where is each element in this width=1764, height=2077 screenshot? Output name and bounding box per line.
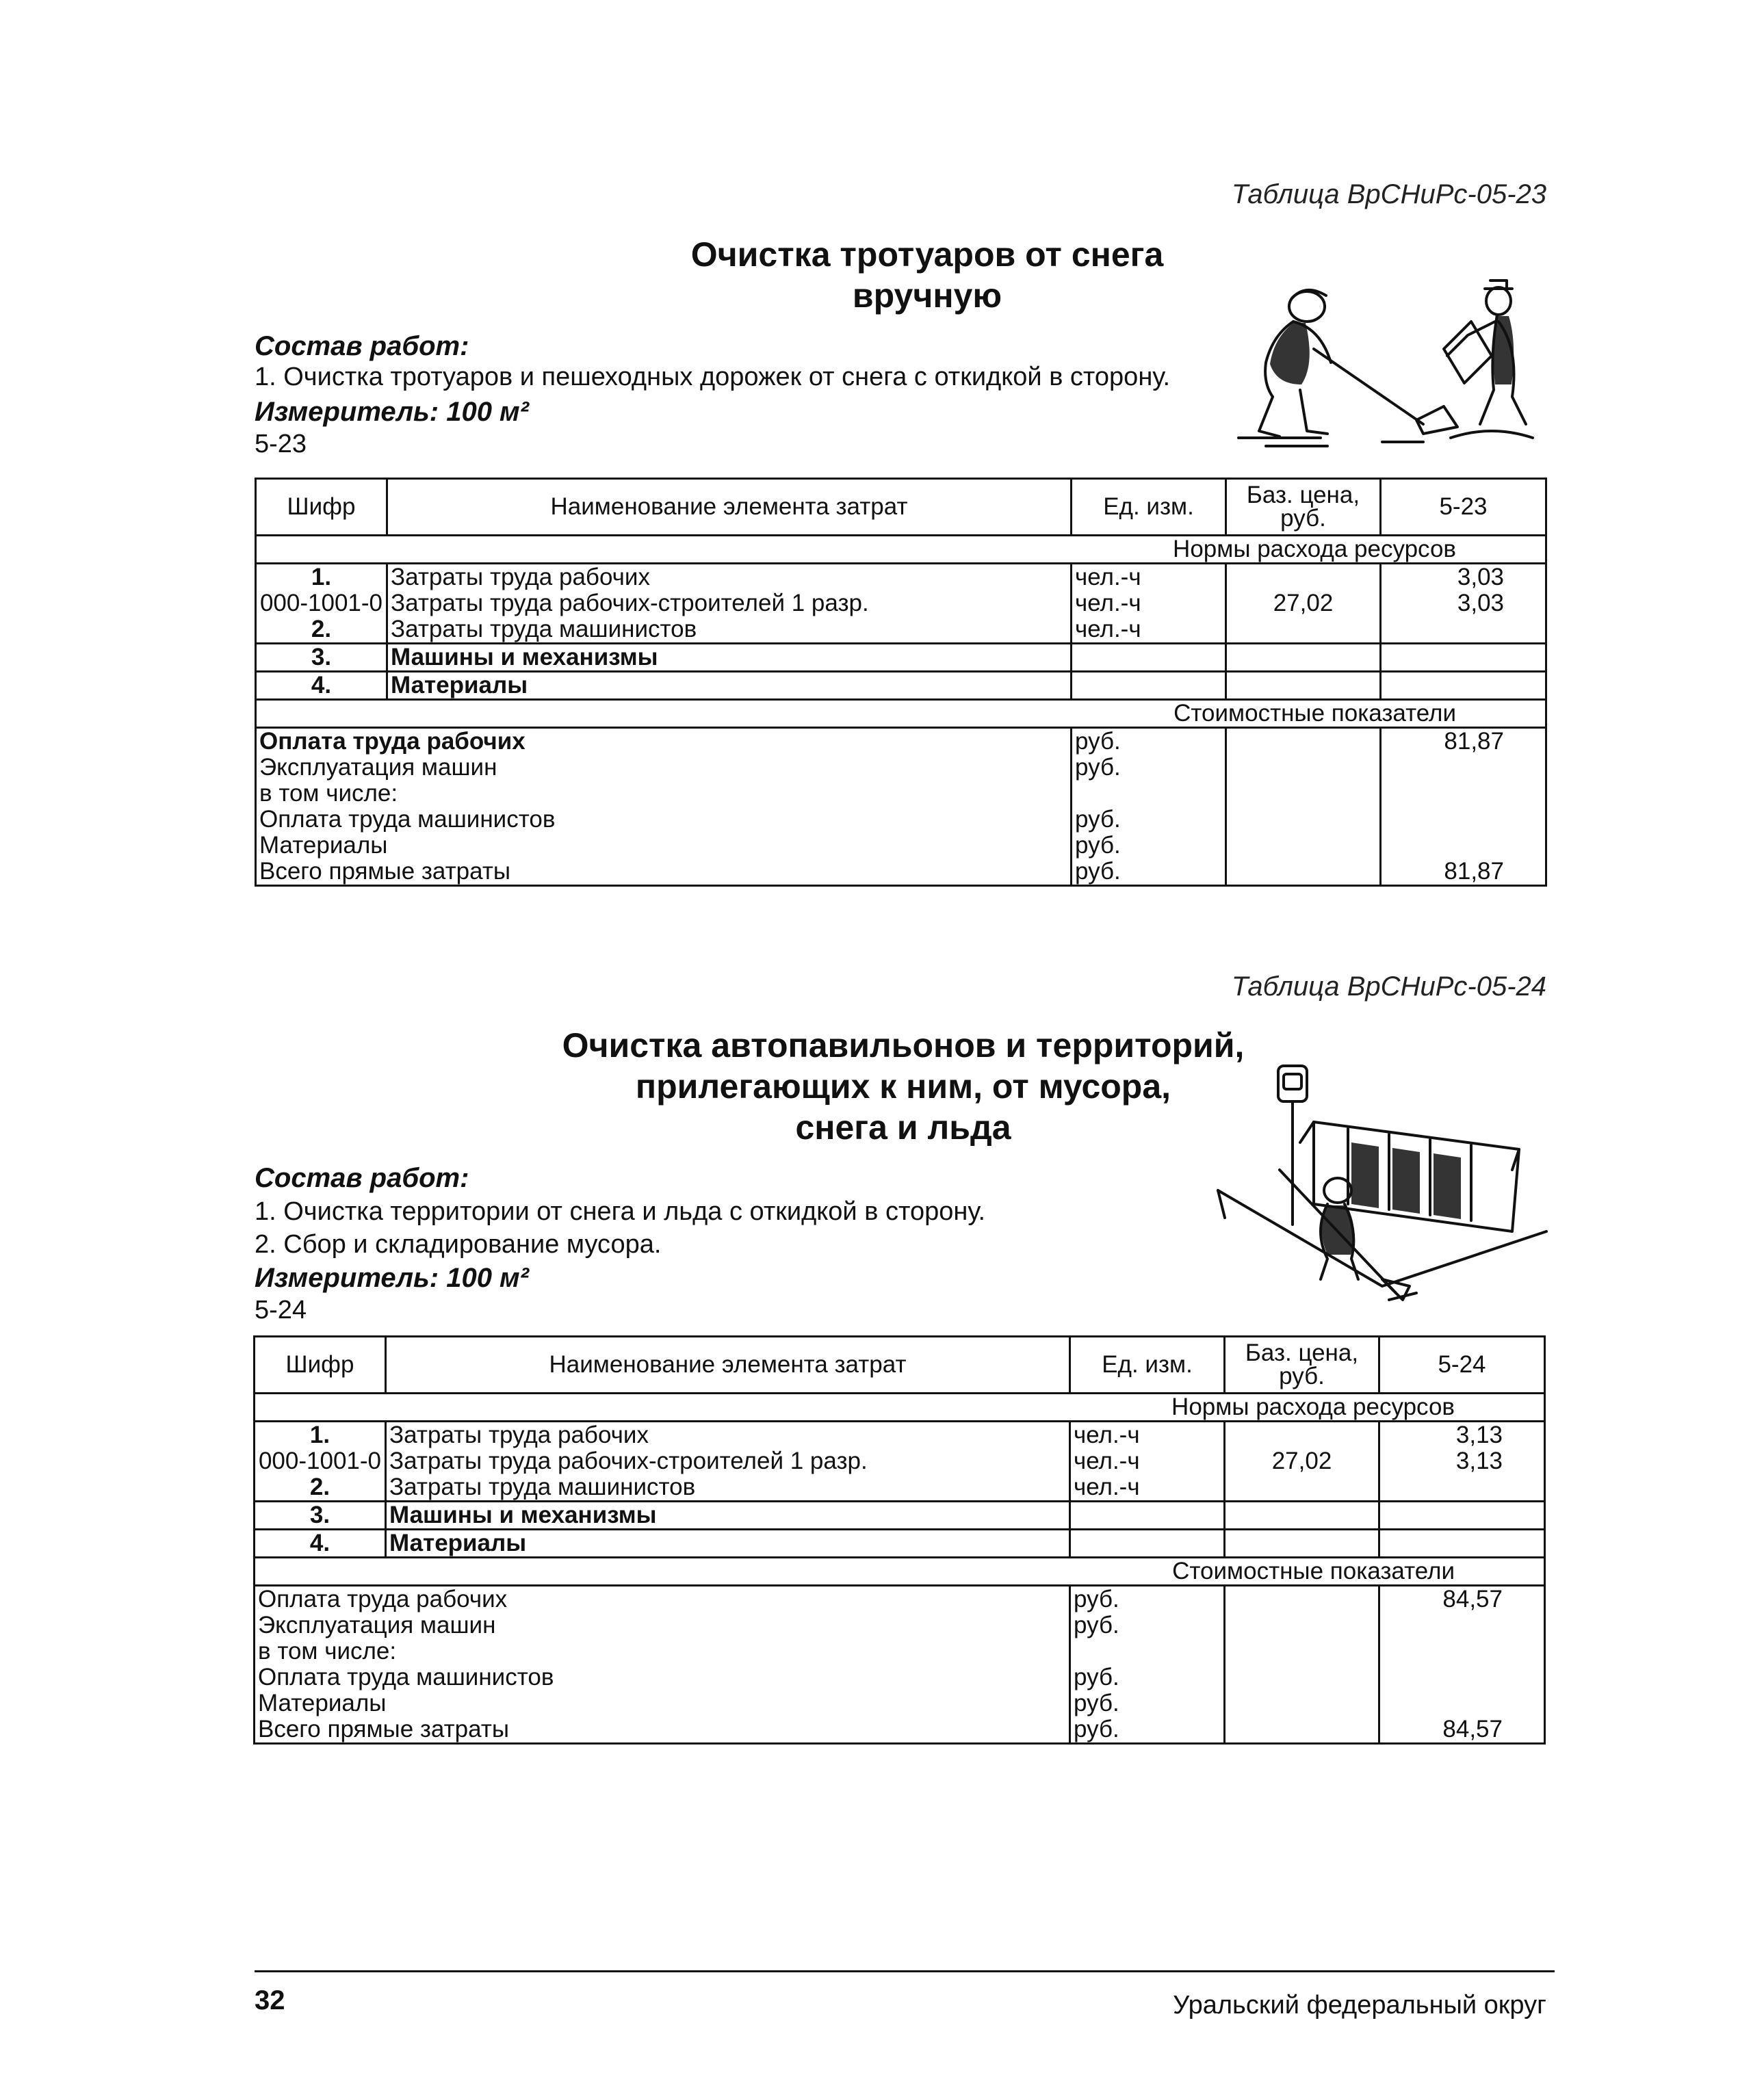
cost-unit: руб. (1070, 1586, 1225, 1613)
cost-row (256, 755, 1546, 781)
cost-price (1226, 728, 1381, 755)
row-unit (1070, 1502, 1225, 1530)
table-row (255, 1422, 1545, 1449)
composition-item: 1. Очистка территории от снега и льда с откидкой в сторону. (255, 1197, 986, 1226)
header-code: 5-23 (1381, 479, 1546, 536)
row-price: 27,02 (1226, 590, 1381, 616)
cost-price (1226, 859, 1381, 886)
row-unit: чел.-ч (1072, 590, 1226, 616)
cost-row (256, 859, 1546, 886)
cost-name: Материалы (255, 1690, 1070, 1716)
title-line: Очистка тротуаров от снега (690, 235, 1164, 274)
title-line: Очистка автопавильонов и территорий, (562, 1026, 1245, 1064)
cost-value (1379, 1690, 1545, 1716)
row-price (1226, 672, 1381, 700)
row-cipher: 3. (255, 1502, 386, 1530)
norms-title-row (256, 536, 1546, 564)
cost-name: Материалы (256, 833, 1072, 859)
row-name: Затраты труда рабочих (387, 564, 1072, 591)
row-unit: чел.-ч (1070, 1422, 1225, 1449)
cost-value (1379, 1664, 1545, 1690)
code-label: 5-24 (255, 1296, 307, 1324)
cost-value: 84,57 (1379, 1716, 1545, 1744)
row-name: Затраты труда машинистов (386, 1474, 1070, 1502)
title-line: вручную (852, 276, 1002, 315)
row-value (1381, 644, 1546, 672)
header-unit: Ед. изм. (1070, 1337, 1225, 1394)
row-unit: чел.-ч (1070, 1474, 1225, 1502)
measure-label: Измеритель: 100 м² (255, 397, 529, 427)
cost-price (1226, 781, 1381, 807)
cost-title: Стоимостные показатели (256, 700, 1546, 728)
row-unit (1070, 1530, 1225, 1558)
table-id: Таблица ВрСНиРс-05-23 (1231, 179, 1546, 209)
row-cipher: 000-1001-0 (256, 590, 387, 616)
row-value (1379, 1530, 1545, 1558)
cost-name: Эксплуатация машин (256, 755, 1072, 781)
composition-item: 1. Очистка тротуаров и пешеходных дорожек от снега с откидкой в сторону. (255, 363, 1171, 391)
cost-name: Всего прямые затраты (255, 1716, 1070, 1744)
section-title (534, 1025, 1273, 1148)
row-unit: чел.-ч (1072, 564, 1226, 591)
header-price: Баз. цена, руб. (1226, 479, 1381, 536)
row-unit (1072, 644, 1226, 672)
cost-title: Стоимостные показатели (255, 1558, 1545, 1586)
cost-row (256, 781, 1546, 807)
header-cipher: Шифр (255, 1337, 386, 1394)
cost-value (1381, 807, 1546, 833)
composition-label: Состав работ: (255, 331, 469, 361)
cost-unit: руб. (1072, 807, 1226, 833)
cost-unit: руб. (1072, 755, 1226, 781)
header-name: Наименование элемента затрат (387, 479, 1072, 536)
cost-row (255, 1586, 1545, 1613)
cost-unit: руб. (1070, 1716, 1225, 1744)
cost-name: Оплата труда рабочих (256, 728, 1072, 755)
cost-price (1226, 807, 1381, 833)
row-price (1226, 616, 1381, 644)
cost-row (256, 728, 1546, 755)
norms-title: Нормы расхода ресурсов (255, 1394, 1545, 1422)
cost-row (255, 1638, 1545, 1664)
page-number: 32 (255, 1985, 285, 2015)
cost-unit (1070, 1638, 1225, 1664)
row-cipher: 1. (256, 564, 387, 591)
table-row (256, 672, 1546, 700)
table-row (255, 1448, 1545, 1474)
row-unit (1072, 672, 1226, 700)
table-row (256, 644, 1546, 672)
header-name: Наименование элемента затрат (386, 1337, 1070, 1394)
row-value: 3,13 (1379, 1422, 1545, 1449)
row-value (1379, 1474, 1545, 1502)
row-cipher: 3. (256, 644, 387, 672)
cost-unit: руб. (1072, 833, 1226, 859)
row-value (1381, 672, 1546, 700)
cost-unit: руб. (1072, 728, 1226, 755)
cost-value (1379, 1638, 1545, 1664)
cost-value (1379, 1612, 1545, 1638)
table-header-row (255, 1337, 1545, 1394)
cost-row (255, 1664, 1545, 1690)
header-unit: Ед. изм. (1072, 479, 1226, 536)
row-price (1225, 1422, 1379, 1449)
cost-price (1225, 1690, 1379, 1716)
cost-price (1225, 1716, 1379, 1744)
norms-title: Нормы расхода ресурсов (256, 536, 1546, 564)
table-row (256, 564, 1546, 591)
table-header-row (256, 479, 1546, 536)
row-name: Машины и механизмы (387, 644, 1072, 672)
cost-name: в том числе: (255, 1638, 1070, 1664)
cost-price (1226, 833, 1381, 859)
row-value: 3,03 (1381, 564, 1546, 591)
row-name: Затраты труда рабочих-строителей 1 разр. (387, 590, 1072, 616)
cost-unit: руб. (1070, 1690, 1225, 1716)
cost-value: 81,87 (1381, 728, 1546, 755)
cost-title-row (256, 700, 1546, 728)
cost-name: Эксплуатация машин (255, 1612, 1070, 1638)
row-price (1225, 1502, 1379, 1530)
cost-price (1225, 1612, 1379, 1638)
cost-unit (1072, 781, 1226, 807)
snow-shoveling-workers-icon (1225, 274, 1540, 452)
row-name: Материалы (386, 1530, 1070, 1558)
cost-title-row (255, 1558, 1545, 1586)
cost-unit: руб. (1072, 859, 1226, 886)
bus-stop-cleaning-icon (1211, 1054, 1553, 1320)
cost-row (256, 833, 1546, 859)
row-cipher: 4. (255, 1530, 386, 1558)
table-row (255, 1502, 1545, 1530)
row-price (1225, 1530, 1379, 1558)
table-row (256, 590, 1546, 616)
footer-district: Уральский федеральный округ (1173, 1991, 1546, 2020)
title-line: снега и льда (795, 1108, 1011, 1147)
code-label: 5-23 (255, 430, 307, 458)
cost-name: Оплата труда рабочих (255, 1586, 1070, 1613)
title-line: прилегающих к ним, от мусора, (635, 1067, 1171, 1106)
row-cipher: 000-1001-0 (255, 1448, 386, 1474)
table-row (255, 1474, 1545, 1502)
cost-name: Оплата труда машинистов (255, 1664, 1070, 1690)
cost-row (255, 1716, 1545, 1744)
norms-table (253, 1335, 1546, 1745)
row-name: Затраты труда рабочих-строителей 1 разр. (386, 1448, 1070, 1474)
table-row (255, 1530, 1545, 1558)
composition-item: 2. Сбор и складирование мусора. (255, 1230, 662, 1259)
row-cipher: 2. (255, 1474, 386, 1502)
cost-value (1381, 755, 1546, 781)
row-cipher: 1. (255, 1422, 386, 1449)
cost-value: 81,87 (1381, 859, 1546, 886)
table-row (256, 616, 1546, 644)
measure-label: Измеритель: 100 м² (255, 1263, 529, 1293)
cost-unit: руб. (1070, 1612, 1225, 1638)
row-price (1226, 564, 1381, 591)
row-value: 3,13 (1379, 1448, 1545, 1474)
cost-row (255, 1690, 1545, 1716)
row-price: 27,02 (1225, 1448, 1379, 1474)
cost-row (256, 807, 1546, 833)
header-code: 5-24 (1379, 1337, 1545, 1394)
row-cipher: 4. (256, 672, 387, 700)
cost-unit: руб. (1070, 1664, 1225, 1690)
cost-row (255, 1612, 1545, 1638)
row-price (1226, 644, 1381, 672)
row-name: Материалы (387, 672, 1072, 700)
norms-title-row (255, 1394, 1545, 1422)
cost-name: Оплата труда машинистов (256, 807, 1072, 833)
row-price (1225, 1474, 1379, 1502)
table-id: Таблица ВрСНиРс-05-24 (1231, 971, 1546, 1002)
row-name: Машины и механизмы (386, 1502, 1070, 1530)
footer-divider (255, 1970, 1555, 1972)
row-unit: чел.-ч (1070, 1448, 1225, 1474)
composition-label: Состав работ: (255, 1163, 469, 1193)
row-value (1379, 1502, 1545, 1530)
cost-price (1225, 1586, 1379, 1613)
cost-name: в том числе: (256, 781, 1072, 807)
row-value: 3,03 (1381, 590, 1546, 616)
row-name: Затраты труда машинистов (387, 616, 1072, 644)
norms-table (255, 478, 1547, 887)
header-cipher: Шифр (256, 479, 387, 536)
cost-value (1381, 833, 1546, 859)
row-value (1381, 616, 1546, 644)
cost-value: 84,57 (1379, 1586, 1545, 1613)
cost-value (1381, 781, 1546, 807)
cost-price (1225, 1664, 1379, 1690)
row-cipher: 2. (256, 616, 387, 644)
header-price: Баз. цена, руб. (1225, 1337, 1379, 1394)
row-name: Затраты труда рабочих (386, 1422, 1070, 1449)
cost-name: Всего прямые затраты (256, 859, 1072, 886)
cost-price (1225, 1638, 1379, 1664)
section-title (534, 234, 1321, 316)
cost-price (1226, 755, 1381, 781)
row-unit: чел.-ч (1072, 616, 1226, 644)
